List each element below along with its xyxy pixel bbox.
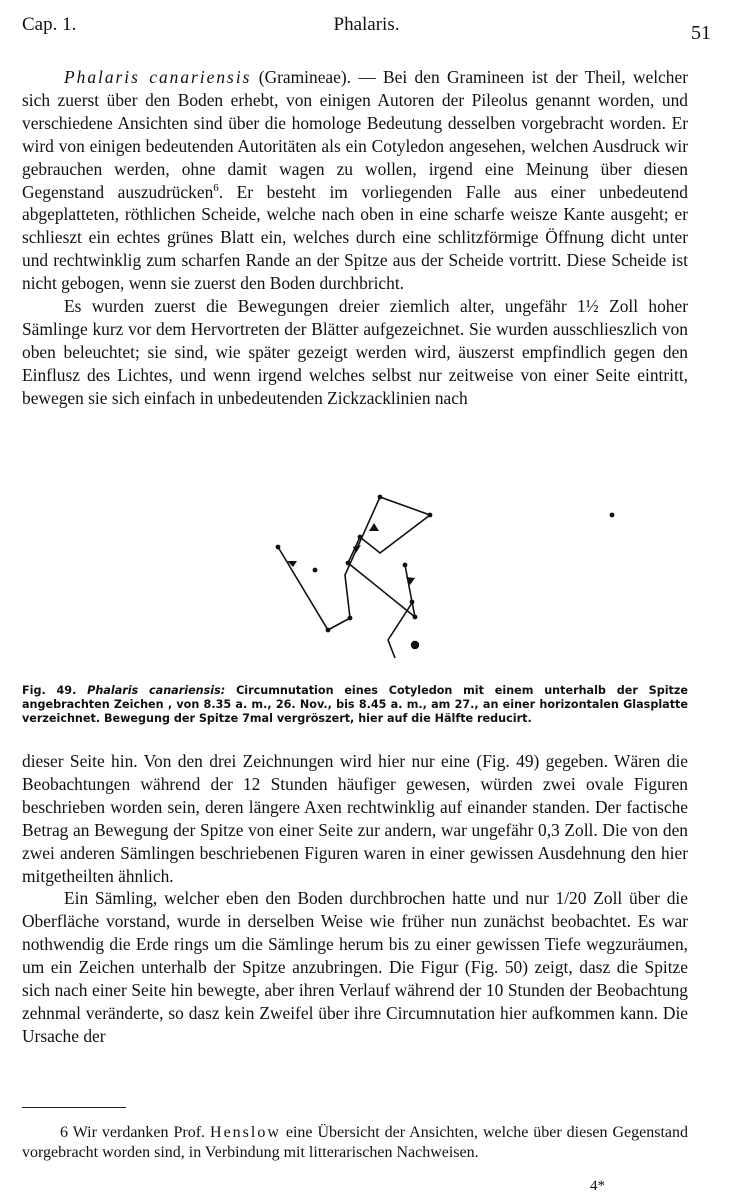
paragraph-text: (Gramineae). — Bei den Gramineen ist der Theil, welcher sich zuerst über den Boden erhebt, von einigen Autoren der Pileolus genannt worden, und verschiedene Ansichten sind über die homologe Bedeutung desselben vorgebracht worden. Er wird von einigen bedeutenden Autoritäten als ein Cotyledon angesehen, welchen Ausdruck wir gebrauchen werden, ohne damit wagen zu wollen, irgend eine Meinung über diesen Gegenstand auszudrücken <box>22 67 688 202</box>
footnote-number: 6 <box>60 1124 68 1141</box>
text-block-top <box>22 66 688 410</box>
trace-point <box>313 568 318 573</box>
trace-point <box>348 616 353 621</box>
paragraph: Es wurden zuerst die Bewegungen dreier ziemlich alter, ungefähr 1½ Zoll hoher Sämlinge kurz vor dem Hervortreten der Blätter aufgezeichnet. Sie wurden ausschlieszlich von oben beleuchtet; sie sind, wie später gezeigt werden wird, äuszerst empfindlich gegen den Einflusz des Lichtes, und wenn irgend welches selbst nur zeitweise von einer Seite eintritt, bewegen sie sich einfach in unbedeutenden Zickzacklinien nach <box>22 296 688 408</box>
stray-dot <box>610 513 615 518</box>
trace-point <box>428 513 433 518</box>
page-number: 51 <box>691 22 711 44</box>
trace-point <box>346 561 351 566</box>
paragraph-text: . Er besteht im vorliegenden Falle aus einer unbedeutend abgeplatteten, röthlichen Scheide, welche nach oben in eine scharfe weisze Kante ausgeht; er schlieszt ein echtes grünes Blatt ein, welches durch eine schlitzförmige Öffnung dicht unter und rechtwinklig zum scharfen Rande an der Spitze aus der Scheide vortritt. Diese Scheide ist nicht gebogen, wenn sie zuerst den Boden durchbricht. <box>22 181 688 294</box>
trace-point <box>358 535 363 540</box>
trace-point <box>276 545 281 550</box>
trace-point <box>378 495 383 500</box>
footnote-text: Wir verdanken Prof. <box>72 1124 206 1141</box>
footnote <box>22 1123 688 1162</box>
footnote-ref: 6 <box>213 181 219 194</box>
footnote-text: eine Übersicht der Ansichten, welche über diesen Gegenstand vorgebracht worden sind, in Verbindung mit litterarischen Nachweisen. <box>22 1124 689 1161</box>
figure-label: Fig. 49. <box>22 684 77 697</box>
running-title: Phalaris. <box>333 14 400 35</box>
figure-caption-text: Circumnutation eines Cotyledon mit einem unterhalb der Spitze angebrachten Zeichen , von 8.35 a. m., 26. Nov., bis 8.45 a. m., am 27., an einer horizontalen Glasplatte verzeichnet. Bewegung der Spitze 7mal vergröszert, hier auf die Hälfte reducirt. <box>22 684 688 725</box>
footnote-divider <box>22 1107 126 1108</box>
sheet-signature: 4* <box>590 1178 605 1194</box>
running-header <box>22 14 711 44</box>
trace-point <box>413 615 418 620</box>
figure-species: Phalaris canariensis: <box>87 684 226 697</box>
direction-arrows <box>287 523 415 585</box>
paragraph <box>22 66 688 295</box>
chapter-label: Cap. 1. <box>22 14 77 35</box>
trace-point <box>403 563 408 568</box>
circumnutation-figure <box>260 485 640 680</box>
paragraph: Ein Sämling, welcher eben den Boden durchbrochen hatte und nur 1/20 Zoll über die Oberfläche vorstand, wurde in derselben Weise wie früher nun zunächst beobachtet. Es war nothwendig die Erde rings um die Sämlinge herum bis zu einer gewissen Tiefe wegzuräumen, um ein Zeichen unterhalb der Spitze anzubringen. Die Figur (Fig. 50) zeigt, dasz die Spitze sich nach einer Seite hin bewegte, aber ihren Verlauf während der 10 Stunden der Beobachtung zehnmal veränderte, so dasz kein Zweifel über ihre Circumnutation hier aufkommen kann. Die Ursache der <box>22 888 688 1046</box>
trace-point <box>326 628 331 633</box>
paragraph: dieser Seite hin. Von den drei Zeichnungen wird hier nur eine (Fig. 49) gegeben. Wären die Beobachtungen während der 12 Stunden häufiger gewesen, würden zwei ovale Figuren beschrieben worden sein, deren längere Axen rechtwinklig auf einander standen. Der factische Betrag an Bewegung der Spitze von einer Seite zur andern, war ungefähr 0,3 Zoll. Die von den zwei anderen Sämlingen beschriebenen Figuren waren in einer gewissen Ausdehnung den hier mitgetheilten ähnlich. <box>22 751 688 886</box>
figure-caption <box>22 684 688 726</box>
trace-point <box>410 600 415 605</box>
text-block-bottom <box>22 750 688 1048</box>
arrow-icon <box>369 523 379 531</box>
species-name: Phalaris canariensis <box>64 67 252 87</box>
arrow-icon <box>353 545 361 553</box>
end-point <box>411 641 419 649</box>
footnote-author: Henslow <box>210 1124 281 1141</box>
